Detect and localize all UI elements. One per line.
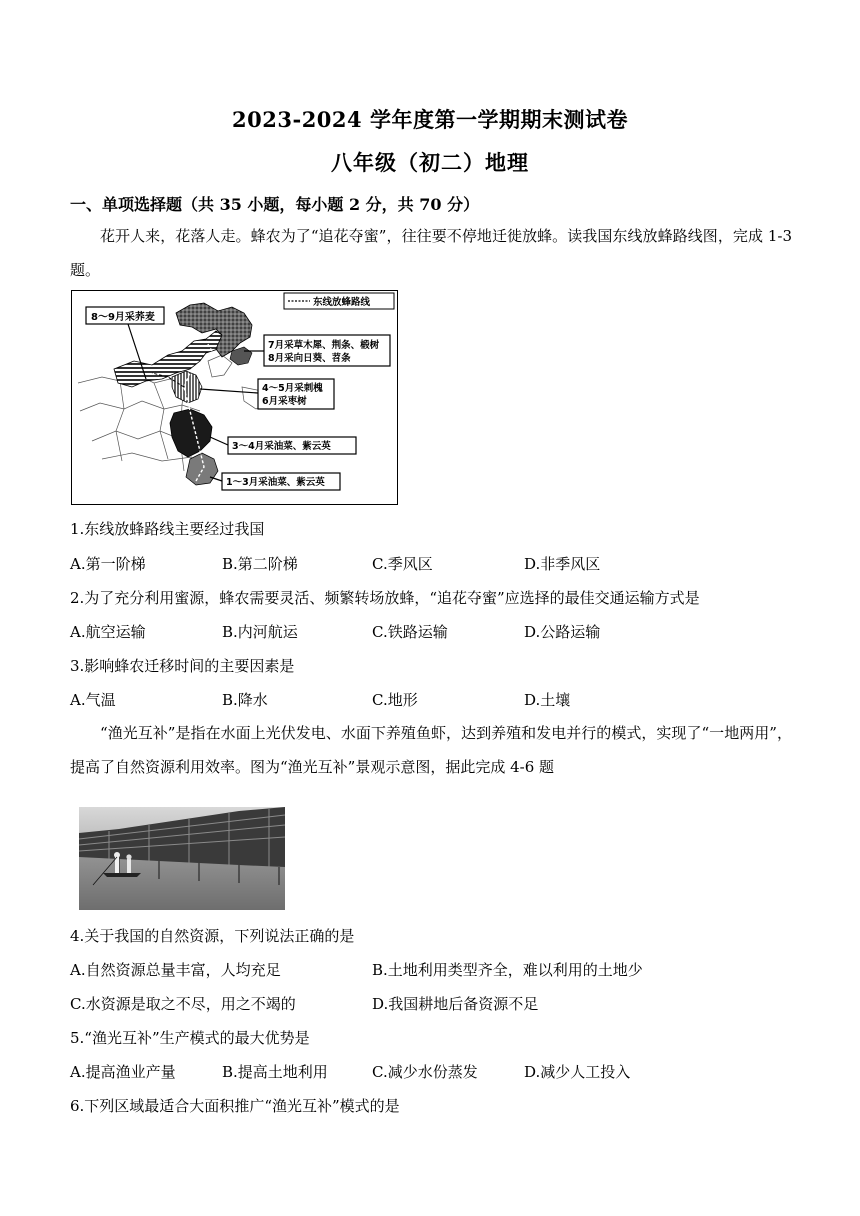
legend-text: 东线放蜂路线: [313, 297, 371, 308]
label-south: 1～3月采油菜、紫云英: [226, 477, 325, 488]
q1-option-d: D.非季风区: [524, 555, 601, 573]
q4-option-c: C.水资源是取之不尽，用之不竭的: [70, 995, 296, 1013]
section-heading: 一、单项选择题（共 35 小题，每小题 2 分，共 70 分）: [70, 195, 480, 214]
label-northeast-2: 8月采向日葵、苕条: [268, 353, 351, 364]
fishery-solar-photo: [79, 807, 285, 910]
q5-option-a: A.提高渔业产量: [70, 1063, 176, 1081]
arrow-north: [200, 389, 258, 393]
question-5: 5.“渔光互补”生产模式的最大优势是: [70, 1029, 310, 1047]
q3-option-d: D.土壤: [524, 691, 571, 709]
exam-subtitle: 八年级（初二）地理: [331, 150, 529, 175]
photo-svg: [79, 807, 285, 910]
q3-option-a: A.气温: [70, 691, 116, 709]
q2-option-b: B.内河航运: [222, 623, 298, 641]
q4-option-b: B.土地利用类型齐全，难以利用的土地少: [372, 961, 643, 979]
q2-option-c: C.铁路运输: [372, 623, 448, 641]
q5-option-c: C.减少水份蒸发: [372, 1063, 478, 1081]
q2-option-a: A.航空运输: [70, 623, 146, 641]
map-svg: [72, 291, 397, 504]
question-1: 1.东线放蜂路线主要经过我国: [70, 520, 265, 538]
region-central-dark: [170, 409, 212, 457]
q3-option-b: B.降水: [222, 691, 268, 709]
q1-option-b: B.第二阶梯: [222, 555, 298, 573]
beekeeping-route-map: [71, 290, 398, 505]
label-northwest: 8～9月采荞麦: [91, 312, 155, 323]
region-inner-mongolia: [114, 331, 222, 387]
q5-option-b: B.提高土地利用: [222, 1063, 328, 1081]
q2-option-d: D.公路运输: [524, 623, 601, 641]
q1-option-c: C.季风区: [372, 555, 433, 573]
q3-option-c: C.地形: [372, 691, 418, 709]
question-6: 6.下列区域最适合大面积推广“渔光互补”模式的是: [70, 1097, 400, 1115]
q4-option-d: D.我国耕地后备资源不足: [372, 995, 539, 1013]
q5-option-d: D.减少人工投入: [524, 1063, 631, 1081]
intro-paragraph-1: 花开人来，花落人走。蜂农为了“追花夺蜜”，往往要不停地迁徙放蜂。读我国东线放蜂路线图，完成 1-3 题。: [70, 227, 792, 279]
label-central: 3～4月采油菜、紫云英: [232, 441, 331, 452]
label-north-1: 4～5月采刺槐: [262, 383, 323, 394]
label-northeast-1: 7月采草木犀、荆条、椴树: [268, 340, 380, 351]
arrow-central: [210, 437, 228, 445]
q4-option-a: A.自然资源总量丰富，人均充足: [70, 961, 281, 979]
exam-title: 2023-2024 学年度第一学期期末测试卷: [232, 107, 628, 132]
question-2: 2.为了充分利用蜜源，蜂农需要灵活、频繁转场放蜂，“追花夺蜜”应选择的最佳交通运输方式是: [70, 589, 700, 607]
q1-option-a: A.第一阶梯: [70, 555, 146, 573]
intro-paragraph-2: “渔光互补”是指在水面上光伏发电、水面下养殖鱼虾，达到养殖和发电并行的模式，实现了“一地两用”，提高了自然资源利用效率。图为“渔光互补”景观示意图，据此完成 4-6 题: [70, 724, 792, 776]
question-4: 4.关于我国的自然资源，下列说法正确的是: [70, 927, 355, 945]
label-north-2: 6月采枣树: [262, 396, 307, 407]
question-3: 3.影响蜂农迁移时间的主要因素是: [70, 657, 295, 675]
